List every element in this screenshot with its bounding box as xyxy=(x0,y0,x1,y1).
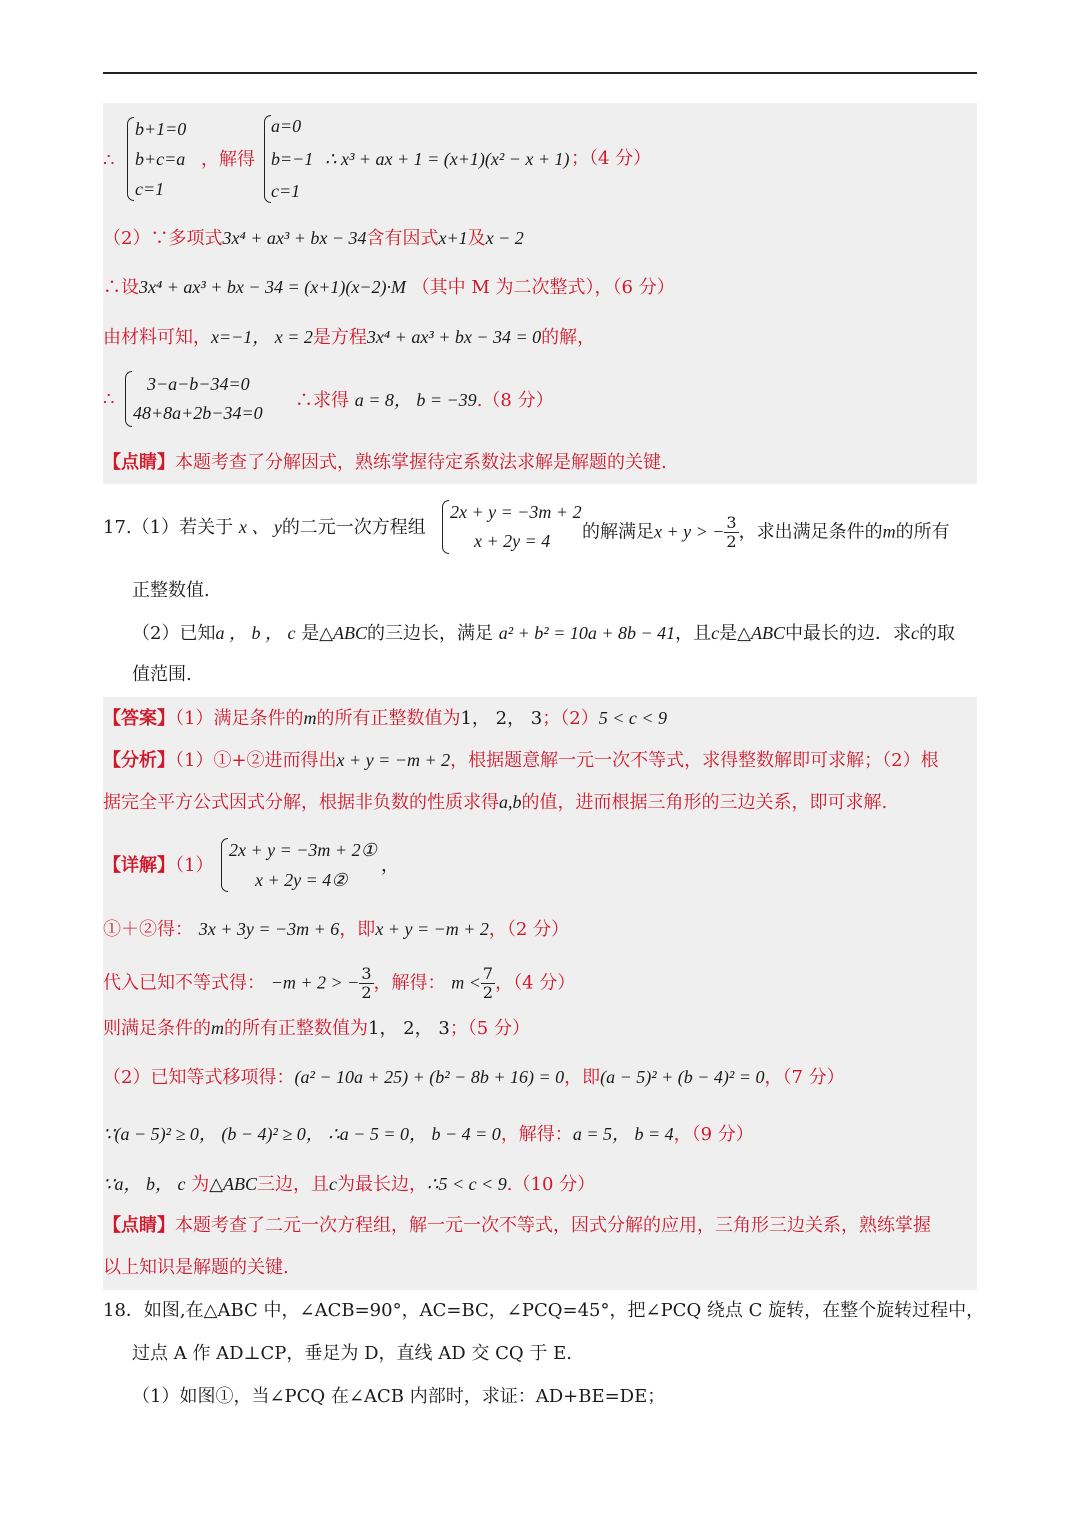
q18-line2: 过点 A 作 AD⊥CP，垂足为 D，直线 AD 交 CQ 于 E. xyxy=(132,1343,572,1364)
fraction-3-2: $\frac{3}{2}$ xyxy=(726,513,737,551)
therefore-symbol: ∴ xyxy=(103,150,115,171)
material-line: 由材料可知，x=−1， x = 2是方程3x⁴ + ax³ + bx − 34 = 0的解， xyxy=(103,327,596,348)
fraction-3-2-b: $\frac{3}{2}$ xyxy=(361,964,372,1002)
step6-line: ∵a， b， c 为△ABC三边，且c为最长边，∴5 < c < 9.（10 分） xyxy=(103,1174,596,1195)
step5-line: ∵(a − 5)² ≥ 0， (b − 4)² ≥ 0， ∴a − 5 = 0， b − 4 = 0，解得：a = 5， b = 4，（9 分） xyxy=(103,1124,754,1145)
system-brace-2 xyxy=(264,115,271,203)
detail-eq1: 2x + y = −3m + 2① xyxy=(229,840,377,860)
q17-condition: 的解满足x + y > − $\frac{3}{2}$ ，求出满足条件的m的所有 xyxy=(582,513,950,551)
score-4: ；（4 分） xyxy=(571,148,652,169)
system3-eq2: 48+8a+2b−34=0 xyxy=(133,403,263,423)
system1-eq2: b+c=a xyxy=(135,149,186,169)
q17-system-brace xyxy=(442,500,449,554)
answer-line: 【答案】（1）满足条件的m的所有正整数值为1， 2， 3；（2）5 < c < 9 xyxy=(103,708,668,729)
q17-eq2: x + 2y = 4 xyxy=(474,531,551,551)
q18-line3: （1）如图①，当∠PCQ 在∠ACB 内部时，求证：AD+BE=DE； xyxy=(132,1386,666,1407)
header-rule xyxy=(103,72,977,74)
system1-eq1: b+1=0 xyxy=(135,119,187,139)
solution-block-17 xyxy=(103,697,977,1290)
step4-line: （2）已知等式移项得：(a² − 10a + 25) + (b² − 8b + 16) = 0，即(a − 5)² + (b − 4)² = 0，（7 分） xyxy=(103,1067,845,1088)
q17-line4: 值范围. xyxy=(132,664,192,685)
result-line: ∴求得 a = 8， b = −39.（8 分） xyxy=(295,390,554,411)
system2-eq1: a=0 xyxy=(271,116,302,136)
system2-eq2: b=−1 xyxy=(271,149,314,169)
q17-line2: 正整数值. xyxy=(132,580,210,601)
fraction-7-2: $\frac{7}{2}$ xyxy=(482,964,494,1002)
system2-eq3: c=1 xyxy=(271,181,301,201)
factorization: ∴ x³ + ax + 1 = (x+1)(x² − x + 1) xyxy=(325,149,570,169)
q17-line1: 17.（1）若关于 x 、 y的二元一次方程组 xyxy=(103,517,426,538)
set-factor-line: ∴设3x⁴ + ax³ + bx − 34 = (x+1)(x−2)·M （其中 M 为二次整式），（6 分） xyxy=(103,277,675,298)
solution-block-16 xyxy=(103,103,977,484)
solve-label: ，解得 xyxy=(201,149,255,170)
q17-part2: （2）已知a ， b ， c 是△ABC的三边长，满足 a² + b² = 10a + 8b − 41，且c是△ABC中最长的边．求c的取 xyxy=(132,623,955,644)
step1-line: ①＋②得： 3x + 3y = −3m + 6，即x + y = −m + 2，（2 分） xyxy=(103,919,570,940)
detail-label: 【详解】（1） xyxy=(103,855,214,876)
part2-statement: （2）∵多项式3x⁴ + ax³ + bx − 34含有因式x+1及x − 2 xyxy=(103,228,524,249)
therefore-symbol-2: ∴ xyxy=(103,389,115,410)
detail-eq2: x + 2y = 4② xyxy=(255,870,348,890)
step2-line: 代入已知不等式得： −m + 2 > − $\frac{3}{2}$ ，解得： m < $\frac{7}{2}$ ，（4 分） xyxy=(103,964,576,1002)
detail-system-brace xyxy=(221,838,228,892)
system-brace-3 xyxy=(125,371,132,427)
q18-line1: 18．如图,在△ABC 中，∠ACB=90°，AC=BC，∠PCQ=45°，把∠PCQ 绕点 C 旋转，在整个旋转过程中， xyxy=(103,1300,985,1321)
system3-eq1: 3−a−b−34=0 xyxy=(147,374,250,394)
system-brace-1 xyxy=(127,117,134,201)
step3-line: 则满足条件的m的所有正整数值为1， 2， 3；（5 分） xyxy=(103,1018,530,1039)
system1-eq3: c=1 xyxy=(135,179,165,199)
tip-line-2a: 【点睛】本题考查了二元一次方程组，解一元一次不等式，因式分解的应用，三角形三边关系，熟练掌握 xyxy=(103,1215,931,1236)
tip-line: 【点睛】本题考查了分解因式，熟练掌握待定系数法求解是解题的关键. xyxy=(103,452,667,473)
q17-eq1: 2x + y = −3m + 2 xyxy=(450,502,582,522)
tip-line-2b: 以上知识是解题的关键. xyxy=(103,1257,289,1278)
analysis-line2: 据完全平方公式因式分解，根据非负数的性质求得a,b的值，进而根据三角形的三边关系，即可求解. xyxy=(103,792,888,813)
detail-comma: ， xyxy=(381,855,399,876)
analysis-line1: 【分析】（1）①+②进而得出x + y = −m + 2，根据题意解一元一次不等式，求得整数解即可求解；（2）根 xyxy=(103,750,939,771)
